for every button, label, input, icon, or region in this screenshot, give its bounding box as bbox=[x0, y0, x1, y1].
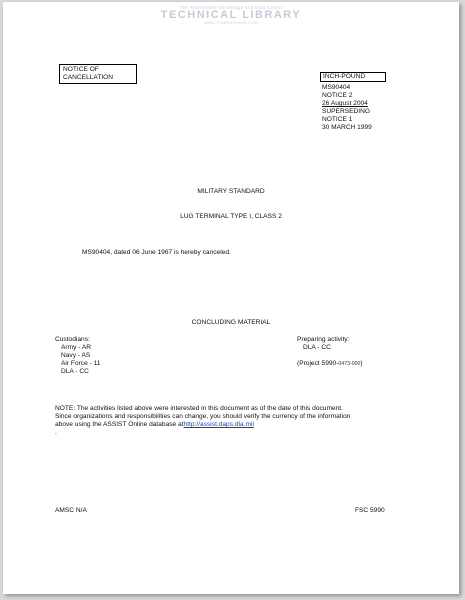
note-line-3 bbox=[55, 421, 254, 429]
notice-of-cancellation-box bbox=[59, 64, 137, 84]
project-code: 0473-000 bbox=[338, 361, 361, 367]
inch-pound-box: INCH-POUND bbox=[320, 72, 386, 82]
custodian-item: Air Force - 11 bbox=[61, 360, 101, 367]
project-number bbox=[297, 360, 363, 368]
note-line-1: NOTE: The activities listed above were interested in this document as of the date of this document. bbox=[55, 405, 343, 412]
preparing-activity-value: DLA - CC bbox=[303, 344, 331, 351]
preparing-activity-label: Preparing activity: bbox=[297, 336, 350, 343]
previous-date: 30 MARCH 1999 bbox=[322, 124, 372, 131]
cancellation-statement: MS90404, dated 06 June 1967 is hereby canceled. bbox=[82, 249, 231, 256]
document-page bbox=[3, 2, 459, 594]
notice-box-line-2: CANCELLATION bbox=[63, 74, 114, 81]
note-line-3-text: above using the ASSIST Online database at bbox=[55, 421, 184, 428]
watermark-title: TECHNICAL LIBRARY bbox=[160, 9, 302, 21]
previous-notice: NOTICE 1 bbox=[322, 116, 353, 123]
fsc-label: FSC 5990 bbox=[355, 507, 385, 514]
notice-number: NOTICE 2 bbox=[322, 92, 353, 99]
notice-date: 26 August 2004 bbox=[322, 100, 368, 107]
superseding-label: SUPERSEDING bbox=[322, 108, 370, 115]
standard-title: MILITARY STANDARD bbox=[197, 188, 265, 195]
project-suffix: ) bbox=[360, 360, 363, 367]
note-line-2: Since organizations and responsibilities can change, you should verify the currency of the information bbox=[55, 413, 351, 420]
custodians-label: Custodians: bbox=[55, 336, 90, 343]
notice-box-line-1: NOTICE OF bbox=[63, 66, 99, 73]
project-prefix: (Project 5990- bbox=[297, 360, 339, 367]
custodian-item: Army - AR bbox=[61, 344, 92, 351]
watermark-tagline: The Reasonable Knowledge and Data Center bbox=[179, 5, 283, 10]
standard-subject: LUG TERMINAL TYPE I, CLASS 2 bbox=[180, 213, 282, 220]
custodian-item: DLA - CC bbox=[61, 368, 89, 375]
assist-online-link[interactable]: http://assist.daps.dla.mil bbox=[183, 421, 254, 428]
custodian-item: Navy - AS bbox=[61, 352, 91, 359]
concluding-material-heading: CONCLUDING MATERIAL bbox=[191, 319, 271, 326]
note-line-4: . bbox=[55, 429, 57, 436]
watermark-url: ABBOTTAEROSPACE.COM bbox=[204, 21, 258, 25]
amsc-label: AMSC N/A bbox=[55, 507, 87, 514]
doc-number: MS90404 bbox=[322, 84, 351, 91]
